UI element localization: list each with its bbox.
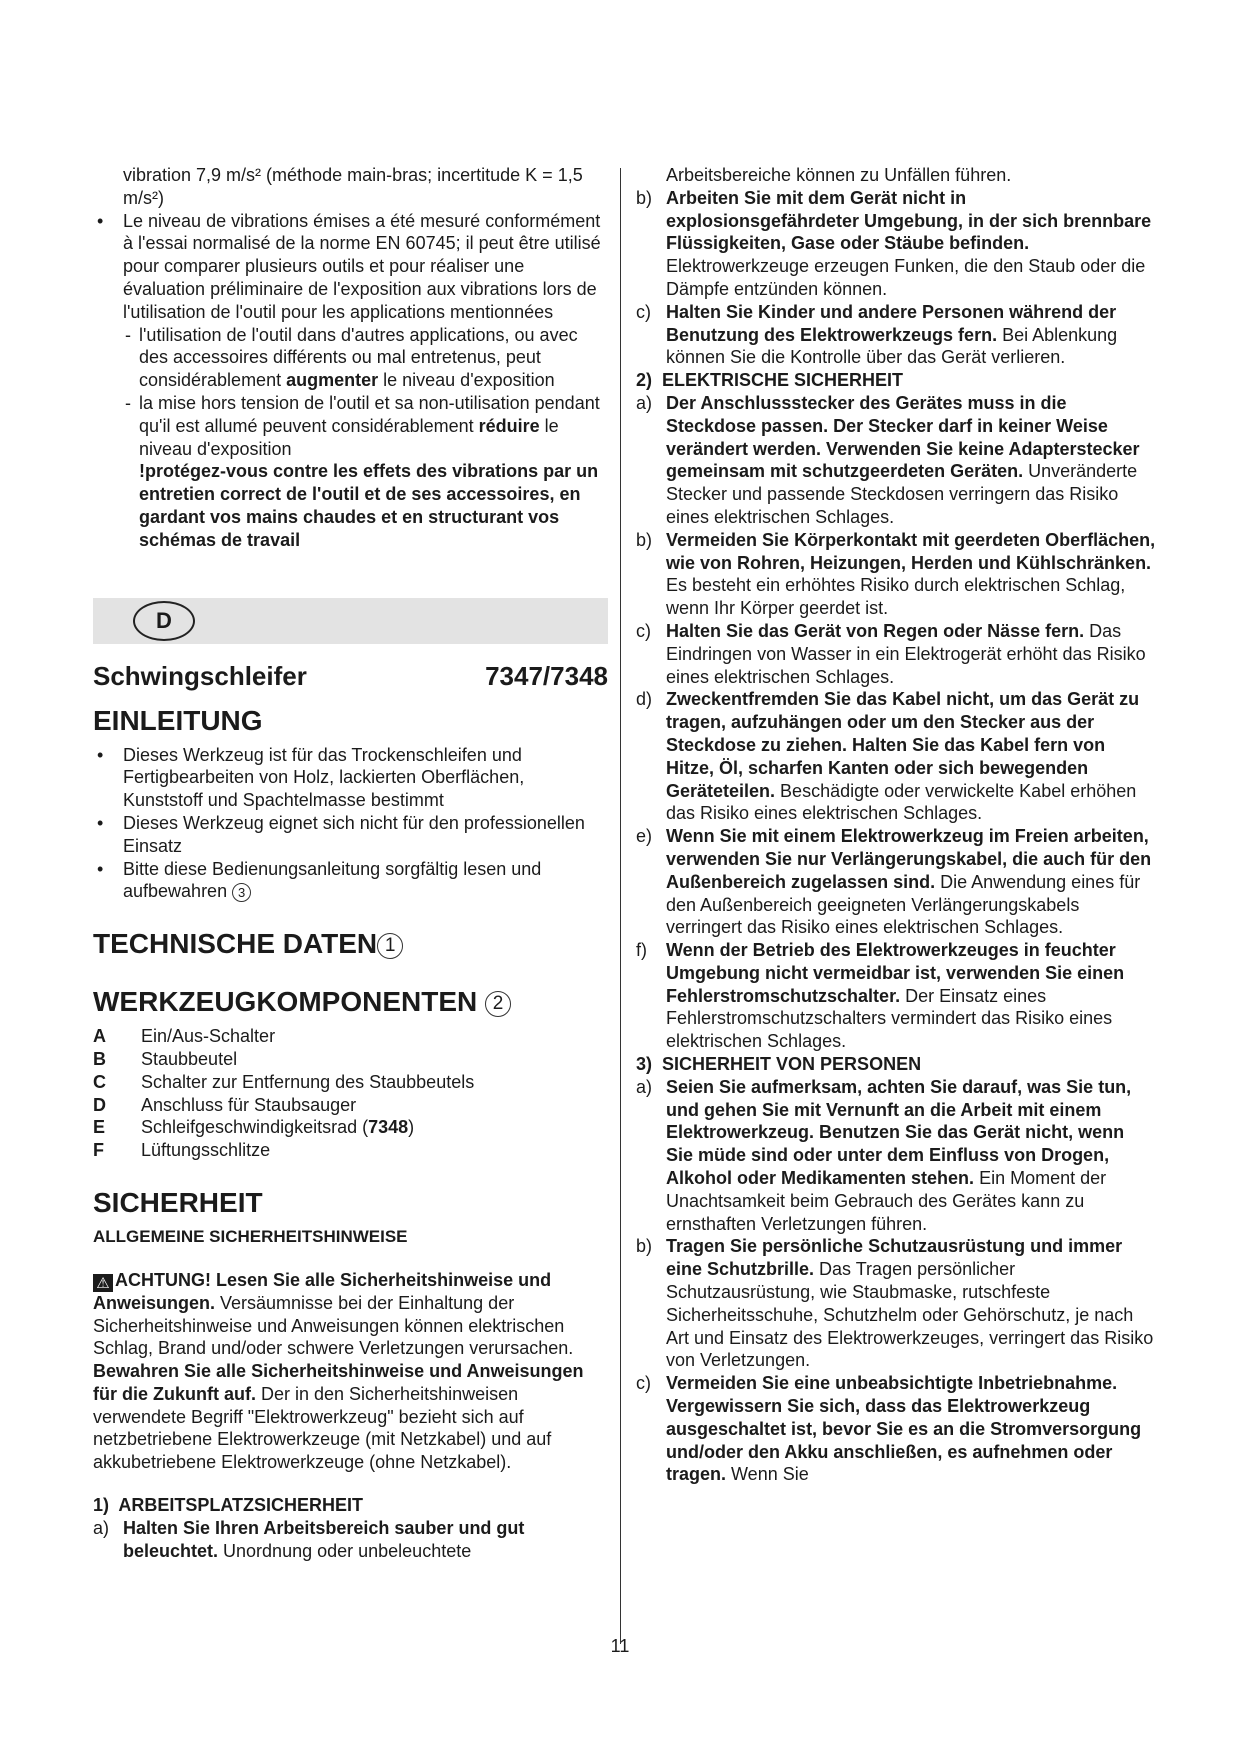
safety-item: a) Halten Sie Ihren Arbeitsbereich sauber und gut beleuchtet. Unordnung oder unbeleuchtete <box>93 1517 525 1561</box>
general-warning-paragraph: ⚠ ACHTUNG! Lesen Sie alle Sicherheitshinweise und Anweisungen. Versäumnisse bei der Einhaltung der Sicherheitshinweise und Anweisungen können elektrischen Schlag, Brand und/oder schwere Verletzungen verursachen. Bewahren Sie alle Sicherheitshinweise und Anweisungen für die Zukunft auf. Der in den Sicherheitshinweisen verwendete Begriff "Elektrowerkzeug" bezieht sich auf netzbetriebene Elektrowerkzeuge (mit Netzkabel) und auf akkubetriebene Elektrowerkzeuge (ohne Netzkabel). <box>93 1269 584 1473</box>
column-divider <box>620 168 621 1644</box>
component-row: F Lüftungsschlitze <box>93 1140 271 1161</box>
product-model: 7347/7348 <box>485 660 608 691</box>
warning-triangle-icon: ⚠ <box>93 1274 113 1292</box>
figure-ref-1: 1 <box>377 933 403 959</box>
heading-werkzeugkomponenten: WERKZEUGKOMPONENTEN 2 <box>93 985 608 1019</box>
intro-item: • Bitte diese Bedienungsanleitung sorgfältig lesen und aufbewahren 3 <box>97 858 542 902</box>
safety-item: a) Seien Sie aufmerksam, achten Sie darauf, was Sie tun, und gehen Sie mit Vernunft an die Arbeit mit einem Elektrowerkzeug. Benutzen Sie das Gerät nicht, wenn Sie müde sind oder unter dem Einfluss von Drogen, Alkohol oder Medikamenten stehen. Ein Moment der Unachtsamkeit beim Gebrauch des Gerätes kann zu ernsthaften Verletzungen führen. <box>636 1076 1132 1234</box>
vibration-bullet-text: Le niveau de vibrations émises a été mesuré conformément à l'essai normalisé de la norme EN 60745; il peut être utilisé pour comparer plusieurs outils et pour réaliser une évaluation préliminaire de l'exposition aux vibrations lors de l'utilisation de l'outil pour les applications mentionnées <box>123 210 601 322</box>
safety-item: b) Arbeiten Sie mit dem Gerät nicht in explosionsgefährdeter Umgebung, in der sich brennbare Flüssigkeiten, Gase oder Stäube befinden. Elektrowerkzeuge erzeugen Funken, die den Staub oder die Dämpfe entzünden können. <box>636 187 1152 299</box>
intro-item: • Dieses Werkzeug ist für das Trockenschleifen und Fertigbearbeiten von Holz, lackierten Oberflächen, Kunststoff und Spachtelmasse bestimmt <box>97 744 525 811</box>
product-name: Schwingschleifer <box>93 660 307 691</box>
bullet-dot: • <box>97 210 104 231</box>
language-badge: D <box>133 601 195 641</box>
section-heading-arbeitsplatz: 1) ARBEITSPLATZSICHERHEIT <box>93 1495 364 1516</box>
heading-einleitung: EINLEITUNG <box>93 704 263 736</box>
language-section-bar <box>93 598 608 644</box>
left-column <box>93 164 608 1562</box>
continuation-text: Arbeitsbereiche können zu Unfällen führen. <box>666 165 1012 185</box>
vibration-continuation: vibration 7,9 m/s² (méthode main-bras; incertitude K = 1,5 m/s²) <box>123 165 583 208</box>
safety-item: c) Vermeiden Sie eine unbeabsichtigte Inbetriebnahme. Vergewissern Sie sich, dass das Elektrowerkzeug ausgeschaltet ist, bevor Sie es an die Stromversorgung und/oder den Akku anschließen, es aufnehmen oder tragen. Wenn Sie <box>636 1373 1142 1485</box>
safety-item: b) Tragen Sie persönliche Schutzausrüstung und immer eine Schutzbrille. Das Tragen persönlicher Schutzausrüstung, wie Staubmaske, rutschfeste Sicherheitsschuhe, Schutzhelm oder Gehörschutz, je nach Art und Einsatz des Elektrowerkzeuges, verringert das Risiko von Verletzungen. <box>636 1236 1154 1371</box>
component-row: E Schleifgeschwindigkeitsrad (7348) <box>93 1117 415 1138</box>
figure-ref-3: 3 <box>232 883 251 902</box>
safety-item: f) Wenn der Betrieb des Elektrowerkzeuges in feuchter Umgebung nicht vermeidbar ist, verwenden Sie einen Fehlerstromschutzschalter. Der Einsatz eines Fehlerstromschutzschalters vermindert das Risiko eines elektrischen Schlages. <box>636 940 1125 1052</box>
intro-item: • Dieses Werkzeug eignet sich nicht für den professionellen Einsatz <box>97 812 585 856</box>
product-header <box>93 660 608 692</box>
figure-ref-2: 2 <box>485 991 511 1017</box>
dash-item-reduce: - la mise hors tension de l'outil et sa non-utilisation pendant qu'il est allumé peuvent considérablement réduire le niveau d'exposition <box>125 392 600 459</box>
safety-item: c) Halten Sie Kinder und andere Personen während der Benutzung des Elektrowerkzeugs fern. Bei Ablenkung können Sie die Kontrolle über das Gerät verlieren. <box>636 301 1118 368</box>
component-row: A Ein/Aus-Schalter <box>93 1026 276 1047</box>
component-row: D Anschluss für Staubsauger <box>93 1094 357 1115</box>
safety-item: e) Wenn Sie mit einem Elektrowerkzeug im Freien arbeiten, verwenden Sie nur Verlängerungskabel, die auch für den Außenbereich zugelassen sind. Die Anwendung eines für den Außenbereich geeigneten Verlängerungskabels verringert das Risiko eines elektrischen Schlages. <box>636 826 1152 938</box>
section-heading-elektrische-sicherheit: 2) ELEKTRISCHE SICHERHEIT <box>636 370 904 391</box>
page-number: 11 <box>610 1636 630 1656</box>
dash-item-increase: - l'utilisation de l'outil dans d'autres applications, ou avec des accessoires différents ou mal entretenus, peut considérablement augmenter le niveau d'exposition <box>125 324 578 391</box>
safety-item: d) Zweckentfremden Sie das Kabel nicht, um das Gerät zu tragen, aufzuhängen oder um den Stecker aus der Steckdose zu ziehen. Halten Sie das Kabel fern von Hitze, Öl, scharfen Kanten oder sich bewegenden Geräteteilen. Beschädigte oder verwickelte Kabel erhöhen das Risiko eines elektrischen Schlages. <box>636 689 1140 824</box>
component-row: B Staubbeutel <box>93 1048 238 1069</box>
heading-technische-daten: TECHNISCHE DATEN 1 <box>93 927 608 961</box>
right-column <box>636 164 1156 1486</box>
heading-allgemeine-hinweise: ALLGEMEINE SICHERHEITSHINWEISE <box>93 1226 408 1246</box>
heading-sicherheit: SICHERHEIT <box>93 1186 263 1218</box>
section-heading-personen: 3) SICHERHEIT VON PERSONEN <box>636 1054 922 1075</box>
protect-warning: !protégez-vous contre les effets des vibrations par un entretien correct de l'outil et de ses accessoires, en gardant vos mains chaudes et en structurant vos schémas de travail <box>139 461 599 550</box>
vibration-bullet <box>93 210 608 324</box>
safety-item: a) Der Anschlussstecker des Gerätes muss in die Steckdose passen. Der Stecker darf in keiner Weise verändert werden. Verwenden Sie keine Adapterstecker gemeinsam mit schutzgeerdeten Geräten. Unveränderte Stecker und passende Steckdosen verringern das Risiko eines elektrischen Schlages. <box>636 392 1140 527</box>
component-list <box>93 1025 608 1162</box>
safety-item: b) Vermeiden Sie Körperkontakt mit geerdeten Oberflächen, wie von Rohren, Heizungen, Herden und Kühlschränken. Es besteht ein erhöhtes Risiko durch elektrischen Schlag, wenn Ihr Körper geerdet ist. <box>636 529 1156 619</box>
component-row: C Schalter zur Entfernung des Staubbeutels <box>93 1071 475 1092</box>
safety-item: c) Halten Sie das Gerät von Regen oder Nässe fern. Das Eindringen von Wasser in ein Elektrogerät erhöht das Risiko eines elektrischen Schlages. <box>636 620 1146 687</box>
